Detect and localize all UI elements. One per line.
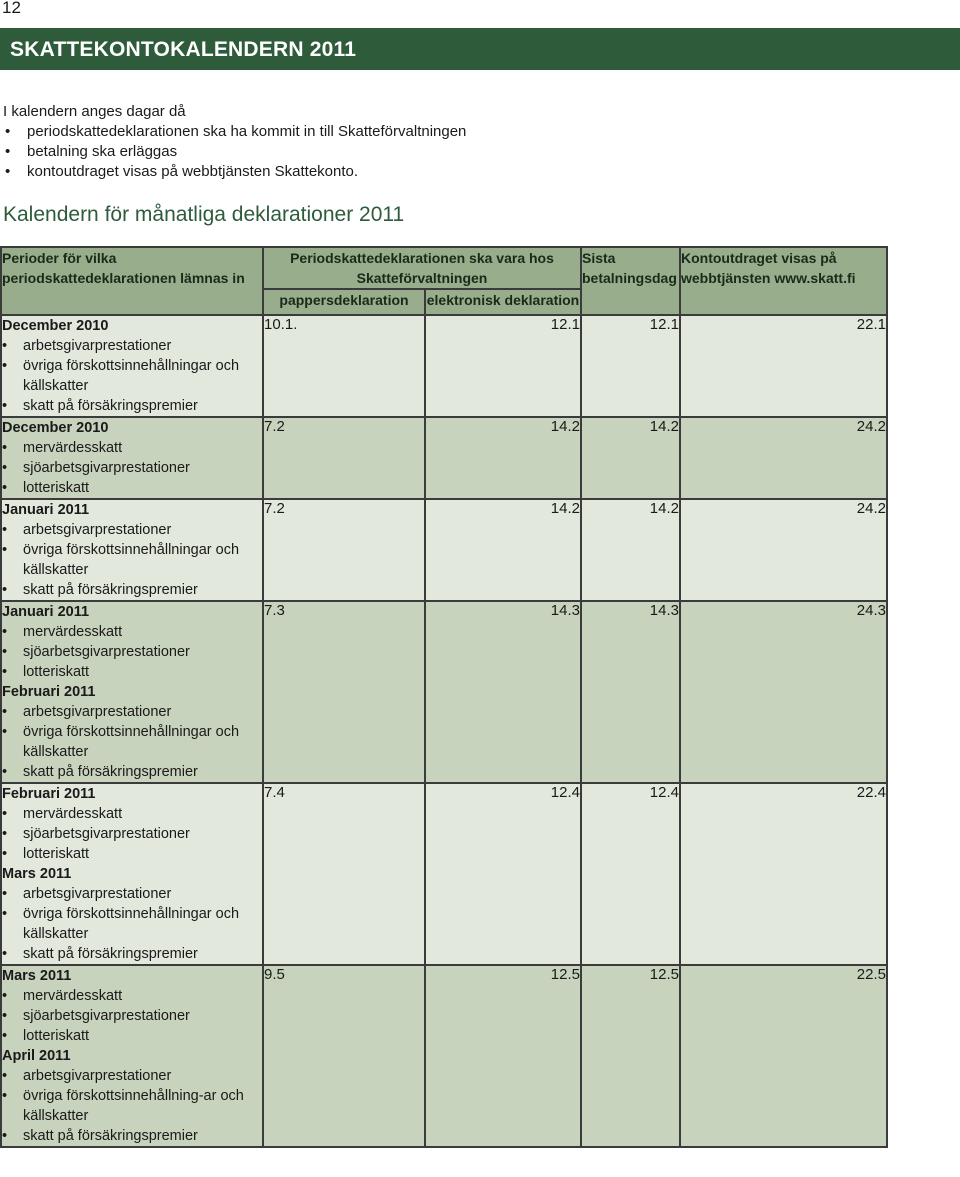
due-date-cell: 14.2 xyxy=(581,417,680,499)
period-items xyxy=(2,336,262,416)
period-item: • arbetsgivarprestationer xyxy=(2,884,262,904)
period-title: December 2010 xyxy=(2,420,109,436)
period-item: • sjöarbetsgivarprestationer xyxy=(2,1006,262,1026)
periods-cell xyxy=(1,315,263,417)
statement-date-cell: 22.5 xyxy=(680,965,887,1147)
period-title: Mars 2011 xyxy=(2,968,72,984)
period-title: Februari 2011 xyxy=(2,684,96,700)
period-item: • övriga förskottsinnehållning-ar och källskatter xyxy=(2,1086,262,1126)
header-declaration: Periodskattedeklarationen ska vara hos Skatteförvaltningen xyxy=(263,247,581,289)
period-item: • lotteriskatt xyxy=(2,1026,262,1046)
period-item: • arbetsgivarprestationer xyxy=(2,1066,262,1086)
electronic-deadline-cell: 14.3 xyxy=(425,601,581,783)
period-items xyxy=(2,622,262,682)
statement-date-cell: 22.1 xyxy=(680,315,887,417)
statement-date-cell: 24.2 xyxy=(680,417,887,499)
due-date-cell: 14.3 xyxy=(581,601,680,783)
table-row xyxy=(1,601,887,783)
periods-cell xyxy=(1,417,263,499)
period-item: • arbetsgivarprestationer xyxy=(2,702,262,722)
period-item: • lotteriskatt xyxy=(2,662,262,682)
intro-bullet: • periodskattedeklarationen ska ha kommit in till Skatteförvaltningen xyxy=(3,122,466,142)
intro-lead: I kalendern anges dagar då xyxy=(3,103,186,120)
period-item: • skatt på försäkringspremier xyxy=(2,944,262,964)
header-due-date: Sista betalningsdag xyxy=(581,247,680,315)
table-row xyxy=(1,417,887,499)
period-items xyxy=(2,884,262,964)
period-item: • mervärdesskatt xyxy=(2,438,262,458)
period-item: • mervärdesskatt xyxy=(2,622,262,642)
period-items xyxy=(2,1066,262,1146)
paper-deadline-cell: 10.1. xyxy=(263,315,425,417)
periods-cell xyxy=(1,601,263,783)
period-items xyxy=(2,986,262,1046)
due-date-cell: 12.1 xyxy=(581,315,680,417)
periods-cell xyxy=(1,965,263,1147)
period-item: • skatt på försäkringspremier xyxy=(2,580,262,600)
period-title: April 2011 xyxy=(2,1048,71,1064)
period-item: • lotteriskatt xyxy=(2,844,262,864)
period-item: • övriga förskottsinnehållningar och källskatter xyxy=(2,356,262,396)
banner-title: SKATTEKONTOKALENDERN 2011 xyxy=(0,28,960,70)
period-item: • sjöarbetsgivarprestationer xyxy=(2,824,262,844)
paper-deadline-cell: 7.3 xyxy=(263,601,425,783)
intro-bullet: • betalning ska erläggas xyxy=(3,142,466,162)
intro-bullet: • kontoutdraget visas på webbtjänsten Skattekonto. xyxy=(3,162,466,182)
electronic-deadline-cell: 12.4 xyxy=(425,783,581,965)
paper-deadline-cell: 7.4 xyxy=(263,783,425,965)
calendar-subtitle: Kalendern för månatliga deklarationer 2011 xyxy=(3,203,405,226)
period-items xyxy=(2,520,262,600)
period-item: • övriga förskottsinnehållningar och källskatter xyxy=(2,904,262,944)
statement-date-cell: 24.2 xyxy=(680,499,887,601)
intro-bullet-list xyxy=(3,122,466,182)
periods-cell xyxy=(1,499,263,601)
period-item: • övriga förskottsinnehållningar och källskatter xyxy=(2,540,262,580)
calendar-table xyxy=(0,246,888,1148)
table-row xyxy=(1,965,887,1147)
electronic-deadline-cell: 14.2 xyxy=(425,417,581,499)
period-items xyxy=(2,702,262,782)
header-paper: pappersdeklaration xyxy=(263,289,425,315)
period-item: • mervärdesskatt xyxy=(2,986,262,1006)
period-title: Januari 2011 xyxy=(2,604,90,620)
period-item: • skatt på försäkringspremier xyxy=(2,762,262,782)
table-row xyxy=(1,315,887,417)
due-date-cell: 12.5 xyxy=(581,965,680,1147)
intro-text xyxy=(3,102,466,182)
period-item: • arbetsgivarprestationer xyxy=(2,520,262,540)
statement-date-cell: 22.4 xyxy=(680,783,887,965)
paper-deadline-cell: 7.2 xyxy=(263,499,425,601)
paper-deadline-cell: 9.5 xyxy=(263,965,425,1147)
electronic-deadline-cell: 12.1 xyxy=(425,315,581,417)
periods-cell xyxy=(1,783,263,965)
period-item: • skatt på försäkringspremier xyxy=(2,396,262,416)
period-item: • sjöarbetsgivarprestationer xyxy=(2,642,262,662)
period-items xyxy=(2,438,262,498)
period-title: Mars 2011 xyxy=(2,866,72,882)
period-item: • skatt på försäkringspremier xyxy=(2,1126,262,1146)
period-item: • arbetsgivarprestationer xyxy=(2,336,262,356)
period-item: • lotteriskatt xyxy=(2,478,262,498)
table-row xyxy=(1,783,887,965)
paper-deadline-cell: 7.2 xyxy=(263,417,425,499)
header-periods: Perioder för vilka periodskattedeklarationen lämnas in xyxy=(1,247,263,315)
due-date-cell: 14.2 xyxy=(581,499,680,601)
table-row xyxy=(1,499,887,601)
electronic-deadline-cell: 12.5 xyxy=(425,965,581,1147)
header-statement: Kontoutdraget visas på webbtjänsten www.skatt.fi xyxy=(680,247,887,315)
period-item: • mervärdesskatt xyxy=(2,804,262,824)
period-item: • sjöarbetsgivarprestationer xyxy=(2,458,262,478)
period-title: December 2010 xyxy=(2,318,109,334)
period-title: Januari 2011 xyxy=(2,502,90,518)
electronic-deadline-cell: 14.2 xyxy=(425,499,581,601)
due-date-cell: 12.4 xyxy=(581,783,680,965)
calendar-body xyxy=(1,315,887,1147)
page-number: 12 xyxy=(2,0,21,17)
period-title: Februari 2011 xyxy=(2,786,96,802)
period-items xyxy=(2,804,262,864)
header-electronic: elektronisk deklaration xyxy=(425,289,581,315)
period-item: • övriga förskottsinnehållningar och källskatter xyxy=(2,722,262,762)
statement-date-cell: 24.3 xyxy=(680,601,887,783)
